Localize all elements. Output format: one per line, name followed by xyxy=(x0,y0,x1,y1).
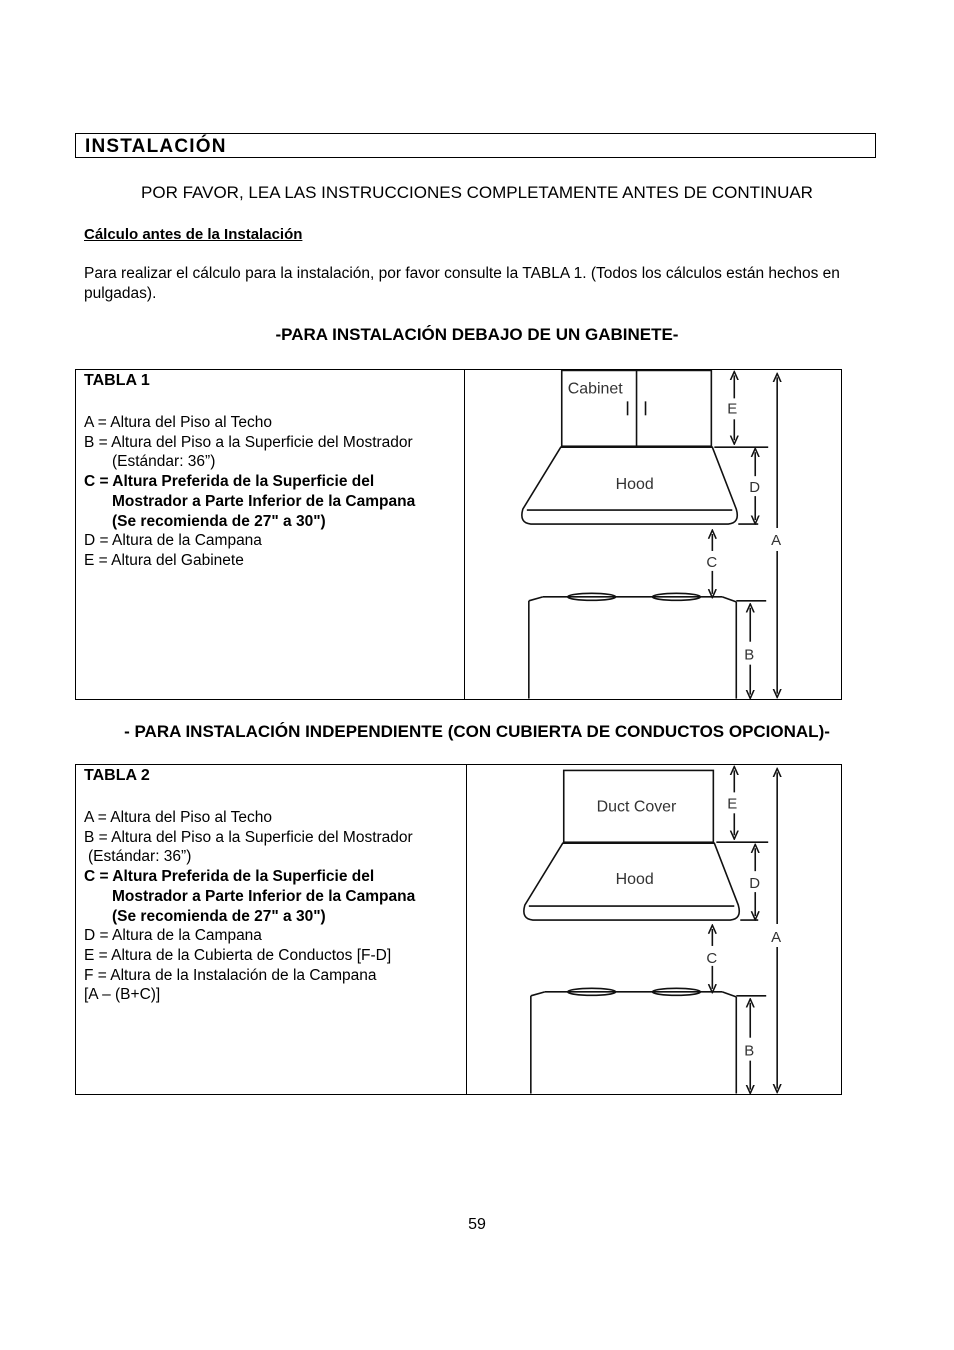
hood-label: Hood xyxy=(615,871,654,889)
definition-e: E = Altura de la Cubierta de Conductos [F-D] xyxy=(84,946,392,964)
section-header xyxy=(75,133,876,158)
label-b: B xyxy=(744,646,755,664)
label-e: E xyxy=(727,795,738,813)
label-a: A xyxy=(771,531,782,549)
definition-f-formula: [A – (B+C)] xyxy=(84,986,161,1004)
freestanding-diagram xyxy=(467,765,841,1094)
definition-b-note: (Estándar: 36”) xyxy=(88,848,192,866)
definition-a: A = Altura del Piso al Techo xyxy=(84,414,272,431)
duct-cover-label: Duct Cover xyxy=(596,798,677,816)
under-cabinet-diagram xyxy=(465,370,841,699)
label-c: C xyxy=(706,949,718,967)
diagram-svg-1 xyxy=(465,370,841,699)
table-2-definitions xyxy=(76,765,467,1094)
definition-d: D = Altura de la Campana xyxy=(84,532,262,550)
counter-top-left xyxy=(531,992,545,996)
calculation-intro: Para realizar el cálculo para la instalación, por favor consulte la TABLA 1. (Todos los cálculos están hechos en pulgadas). xyxy=(84,265,840,302)
definition-list xyxy=(84,808,466,1005)
definition-c: C = Altura Preferida de la Superficie del xyxy=(84,473,375,491)
definition-b: B = Altura del Piso a la Superficie del Mostrador xyxy=(84,828,413,846)
counter-top-right xyxy=(722,597,736,602)
label-d: D xyxy=(749,875,761,893)
definition-b-note: (Estándar: 36”) xyxy=(112,453,216,471)
definition-c-line3: (Se recomienda de 27" a 30") xyxy=(112,512,326,530)
table-1-title: TABLA 1 xyxy=(84,372,150,389)
table-1-definitions xyxy=(76,370,465,699)
cabinet-label: Cabinet xyxy=(567,380,623,398)
label-a: A xyxy=(771,928,782,946)
label-e: E xyxy=(727,400,738,418)
label-c: C xyxy=(706,553,718,571)
definition-f: F = Altura de la Instalación de la Campana xyxy=(84,966,377,984)
table-2-title: TABLA 2 xyxy=(84,767,150,784)
read-instructions-notice: POR FAVOR, LEA LAS INSTRUCCIONES COMPLETAMENTE ANTES DE CONTINUAR xyxy=(141,183,813,202)
diagram-svg-2 xyxy=(467,765,841,1094)
definition-b: B = Altura del Piso a la Superficie del Mostrador xyxy=(84,433,413,451)
counter-top-left xyxy=(529,597,543,601)
counter-top-right xyxy=(722,992,736,997)
under-cabinet-title: -PARA INSTALACIÓN DEBAJO DE UN GABINETE- xyxy=(275,325,679,344)
table-2 xyxy=(75,764,842,1095)
definition-e: E = Altura del Gabinete xyxy=(84,551,244,569)
label-b: B xyxy=(744,1042,755,1060)
definition-c-line2: Mostrador a Parte Inferior de la Campana xyxy=(112,492,416,510)
calculation-heading: Cálculo antes de la Instalación xyxy=(84,226,303,243)
definition-c-line2: Mostrador a Parte Inferior de la Campana xyxy=(112,887,416,905)
label-d: D xyxy=(749,479,761,497)
definition-a: A = Altura del Piso al Techo xyxy=(84,809,272,826)
section-title: INSTALACIÓN xyxy=(85,136,227,157)
definition-c: C = Altura Preferida de la Superficie del xyxy=(84,868,375,886)
definition-d: D = Altura de la Campana xyxy=(84,927,262,945)
definition-c-line3: (Se recomienda de 27" a 30") xyxy=(112,907,326,925)
freestanding-title: - PARA INSTALACIÓN INDEPENDIENTE (CON CUBIERTA DE CONDUCTOS OPCIONAL)- xyxy=(124,722,830,741)
hood-label: Hood xyxy=(615,476,654,494)
definition-list xyxy=(84,413,464,571)
page-number: 59 xyxy=(468,1216,486,1233)
table-1 xyxy=(75,369,842,700)
